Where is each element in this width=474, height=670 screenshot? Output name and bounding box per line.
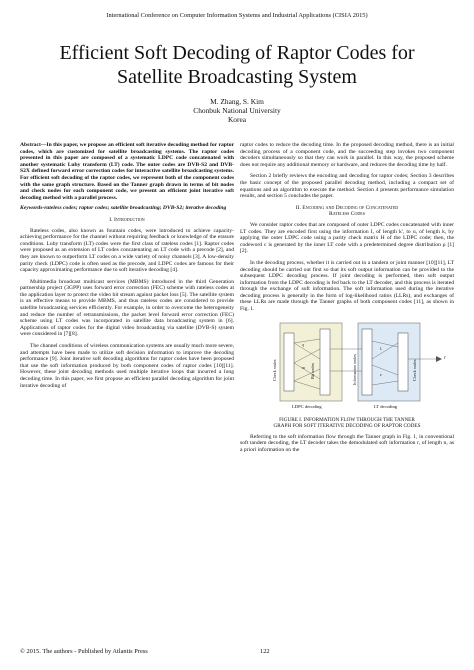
figure-1 [240,319,454,415]
right-paragraph-2: We consider raptor codes that are composed of outer LDPC codes concatenated with inner LT codes. They are encoded first using the information I, of length k', to u, of length k, by applying the outer LDPC code using a parity check matrix H of the LDPC code; then, the codeword c is generated by the inner LT code with a predetermined degree distribution ρ [1][2]. [240,221,454,255]
ldpc-bit-nodes [320,329,330,395]
r-input-label: r [444,355,446,361]
right-paragraph-4: Referring to the soft information flow through the Tanner graph in Fig. 1, in conventional soft tandem decoding, the LT decoder takes the demodulated soft information r, of length n, as a priori information on the [240,433,454,453]
section-2-title-line-2: Rateless Codes [329,211,365,218]
section-2-title [240,205,454,218]
ldpc-check-nodes [284,333,294,391]
abstract: Abstract—In this paper, we propose an efficient soft iterative decoding method for raptor codes, which are customized for satellite broadcasting systems. The raptor codes presented in this paper are composed of a systematic LDPC code concatenated with another systematic Luby transform (LT) code. The outer codes are DVB-S2 and DVB-S2X defined forward error correction codes for interactive satellite broadcasting systems. For efficient soft decoding of the raptor codes, we represent both of the component codes with the same graph structure. Based on the Tanner graph drawn in terms of bit nodes and check nodes for each component code, we present an efficient joint iterative soft decoding method with a parallel process. [20,142,234,201]
right-paragraph-0: raptor codes to reduce the decoding time. In the proposed decoding method, there is an initial decoding process of a component code, and the succeeding step invokes two component decoders simultaneously so that they can work in parallel. In this way, the proposed scheme does not require any additional memory or hardware, and reduces the decoding time by half. [240,142,454,168]
paper-title [0,41,474,89]
information-nodes-label: Information nodes [352,353,357,385]
lt-information-nodes [362,329,372,395]
right-paragraph-3: In the decoding process, whether it is carried out in a tandem or joint manner [10][11], LT decoding should be carried out first so that its soft output information can be provided to the subsequent LDPC decoding process. If joint decoding is performed, then soft output information from the LDPC decoding is fed back to the LT decoder, and this process is iterated through the exchange of soft information. The soft information used during the iterative decoding process is generally in the form of log-likelihood ratios (LLRs), and exchanges of these LLRs are made through the Tanner graphs of both component codes [11], as shown in Fig. 1. [240,259,454,313]
affiliation: Chonbuk National University [193,106,281,115]
bit-nodes-label: Bit nodes [310,362,315,379]
check-nodes-left-label: Check nodes [272,359,277,381]
conference-header: International Conference on Computer Information Systems and Industrial Applications (CISIA 2015) [106,12,368,19]
keywords: Keywords-rateless codes; raptor codes; satellite broadcasting; DVB-S2; iterative decoding [20,205,227,212]
lt-check-nodes [398,333,408,391]
svg-text:q: q [302,342,304,347]
country: Korea [227,115,247,124]
svg-text:m: m [302,365,305,370]
input-arrow-icon [436,356,442,362]
ldpc-decoding-label: LDPC decoding [292,403,322,409]
author-block [0,97,474,124]
right-paragraph-1: Section 2 briefly reviews the encoding and decoding for raptor codes; Section 3 describes the basic concept of the proposed parallel decoding method, including a compact set of equations and an algorithm to execute the method. Section 4 presents performance simulation results, and section 5 concludes the paper. [240,173,454,200]
intro-paragraph-3: The channel conditions of wireless communication systems are usually much more severe, and attempts have been made to utilize soft decision information to improve the decoding performance [9]. Joint iterative soft decoding algorithms for raptor codes have been proposed that use the soft information produced by both component codes of raptor codes [10][11]. However, these joint decoding methods used multiple iterative loops that incurred a long decoding time. In this paper, we first propose an efficient parallel decoding algorithm for joint iterative decoding of [20,343,234,389]
check-nodes-right-label: Check nodes [412,359,417,381]
intro-paragraph-1: Rateless codes, also known as fountain codes, were introduced to achieve capacity-achieving performance for the channel without requiring feedback or knowledge of the erasure conditions. Luby transform (LT) codes were the first class of rateless codes [1]. Raptor codes were proposed as an extension of LT codes concatenating an LT code with a precode [2], and they are known to outperform LT codes on a wide variety of noisy channels [3]. A low-density parity check (LDPC) code is often used as the precode, and LDPC codes are famous for their capacity approximating performance due to soft iterative decoding [4]. [20,227,234,274]
caption-line-1: FIGURE I. INFORMATION FLOW THROUGH THE TANNER [279,416,415,423]
section-2-title-line-1: II. Encoding and Decoding of Concatenated [295,204,399,211]
section-1-title: I. Introduction [109,216,145,223]
title-line-1: Efficient Soft Decoding of Raptor Codes for [59,42,415,64]
left-column [20,142,234,389]
footer-copyright: © 2015. The authors - Published by Atlantis Press [20,648,148,655]
caption-line-2: GRAPH FOR SOFT ITERATIVE DECODING OF RAPTOR CODES [273,422,421,429]
title-line-2: Satellite Broadcasting System [117,66,357,88]
svg-text:L: L [380,346,383,351]
lt-decoding-label: LT decoding [374,403,398,409]
page-number: 122 [260,648,270,655]
right-column [240,142,454,453]
intro-paragraph-2: Multimedia broadcast multicast services (MBMS) introduced in the third Generation partnership project (3GPP) uses forward error correction (FEC) scheme with rateless codes at the application layer to protect the video bit stream against packet loss [5]. The satellite system is an effective means to provide MBMS, and thus rateless codes are considered to provide satellite broadcasting services efficiently. For example, in order to overcome the heterogeneity and reduce the number of retransmissions, the packet level forward error correction (FEC) scheme using LT codes was incorporated in satellite data broadcasting system in [6]. Applications of raptor codes for the digital video broadcasting via satellite (DVB-S) system were considered in [7][8]. [20,278,234,338]
svg-text:z: z [380,372,382,377]
authors: M. Zhang, S. Kim [210,97,264,106]
figure-1-caption [240,417,454,429]
